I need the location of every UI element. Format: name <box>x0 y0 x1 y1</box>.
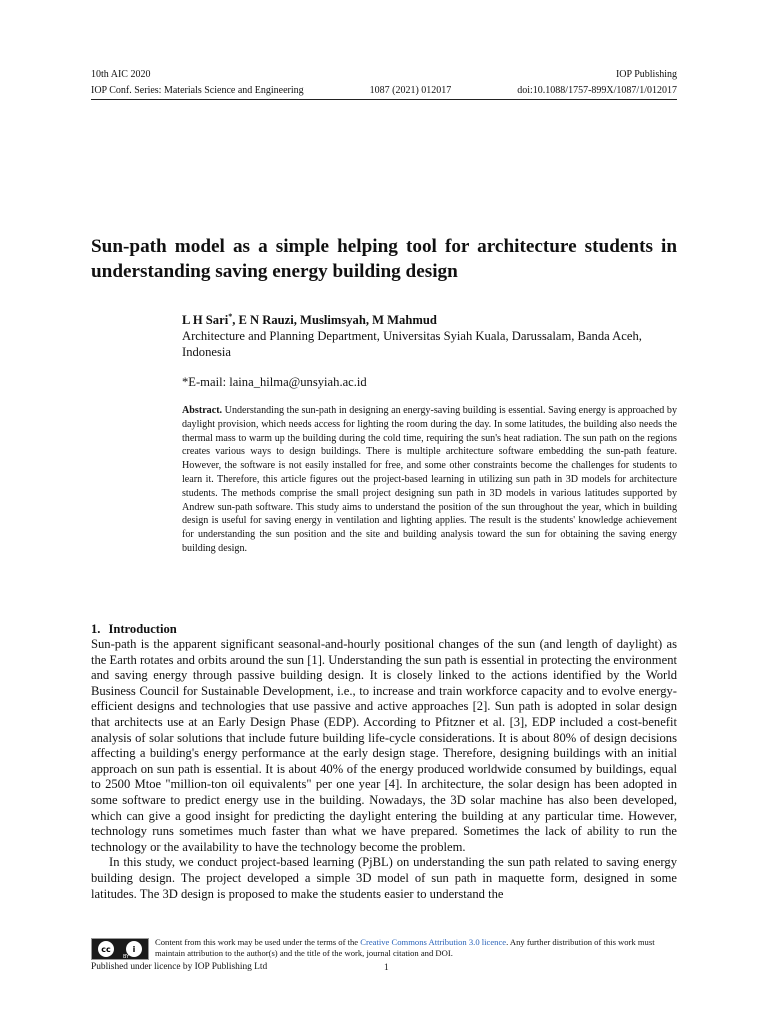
corresponding-mark: * <box>228 312 233 321</box>
author-list <box>182 309 437 328</box>
license-text <box>155 937 677 958</box>
other-authors: , E N Rauzi, Muslimsyah, M Mahmud <box>232 313 437 328</box>
license-text-end: . Any further distribution of this work must maintain attribution to the author(s) and the title of the work, journal citation and DOI. <box>155 937 655 958</box>
published-notice: Published under licence by IOP Publishing Ltd <box>91 962 268 972</box>
page-number: 1 <box>384 963 389 973</box>
creative-commons-icon: cc <box>98 941 114 957</box>
running-header-top <box>91 69 677 81</box>
header-rule <box>91 99 677 100</box>
body-paragraph: In this study, we conduct project-based learning (PjBL) on understanding the sun path related to saving energy building design. The project developed a simple 3D model of sun path in maquette form, designed in some latitudes. The 3D design is proposed to make the students easier to understand the <box>91 855 677 901</box>
abstract <box>182 404 677 556</box>
affiliation: Architecture and Planning Department, Universitas Syiah Kuala, Darussalam, Banda Aceh, Indonesia <box>182 329 642 360</box>
cc-by-label: BY <box>123 954 130 960</box>
license-text-start: Content from this work may be used under the terms of the <box>155 937 361 947</box>
section-number: 1. <box>91 622 101 636</box>
contact-email: *E-mail: laina_hilma@unsyiah.ac.id <box>182 375 367 389</box>
section-body <box>91 637 677 902</box>
conference-name: 10th AIC 2020 <box>91 69 151 80</box>
section-title: Introduction <box>108 622 177 636</box>
paper-title: Sun-path model as a simple helping tool for architecture students in understanding saving energy building design <box>91 236 677 282</box>
first-author: L H Sari <box>182 313 229 328</box>
abstract-text: Understanding the sun-path in designing an energy-saving building is essential. Saving energy is approached by daylight provision, which needs access for lighting the room during the day. In some latitudes, the building also needs the thermal mass to warm up the building during the cold time, requiring the sun's heat radiation. The sun path on the regions creates various ways to design buildings. There is multiple architecture software embedding the sun-path feature. However, the software is not easily installed for free, and some other constraints become the challenges for students to learn it. Therefore, this article figures out the project-based learning in utilizing sun path in 3D models for architecture students. The methods comprise the small project designing sun path in 3D models in various latitudes supported by Andrew sun-path software. This study aims to understand the position of the sun throughout the year, which in building design is useful for saving energy in ventilation and lighting applies. The result is the students' knowledge achievement for understanding the sun position and the site and building analysis toward the sun for obtaining the saving energy building design. <box>182 405 677 554</box>
publisher-name: IOP Publishing <box>615 69 677 80</box>
journal-series: IOP Conf. Series: Materials Science and Engineering <box>91 85 304 96</box>
section-heading <box>91 621 177 637</box>
volume-info: 1087 (2021) 012017 <box>369 85 452 96</box>
attribution-person-icon: i <box>126 941 142 957</box>
running-header-bottom <box>91 85 677 97</box>
body-paragraph: Sun-path is the apparent significant seasonal-and-hourly positional changes of the sun (and length of daylight) as the Earth rotates and orbits around the sun [1]. Understanding the sun path is essential in protecting the environment and saving energy through passive building design. It is closely linked to the actions identified by the World Business Council for Sustainable Development, i.e., to increase and train workforce capacity and to evolve energy-efficient designs and technologies that use passive and active approaches [2]. Sun path is adopted in solar design that architects use at an Early Design Phase (EDP). According to Pfitzner et al. [3], EDP included a cost-benefit analysis of solar solutions that include future building life-cycle considerations. It is about 80% of design decisions affecting a building's energy performance at the early design stage. Therefore, designing buildings with an initial approach on sun path is essential. It is about 40% of the energy produced worldwide consumed by buildings, equal to 2500 Mtoe "million-ton oil equivalents" per one year [4]. In architecture, the solar design has been adopted in some software to predict energy use in the building. Nowadays, the 3D solar machine has also been developed, which can give a good insight for predicting the daylight entering the building at any particular time. However, technology runs sometimes much faster than what we have prepared. Sometimes the lack of ability to run the technology or the availability to have the technology become the problem. <box>91 637 677 854</box>
abstract-label: Abstract. <box>182 405 223 416</box>
cc-by-license-badge[interactable] <box>91 938 149 960</box>
doi: doi:10.1088/1757-899X/1087/1/012017 <box>517 85 677 96</box>
license-link[interactable]: Creative Commons Attribution 3.0 licence <box>360 937 507 947</box>
